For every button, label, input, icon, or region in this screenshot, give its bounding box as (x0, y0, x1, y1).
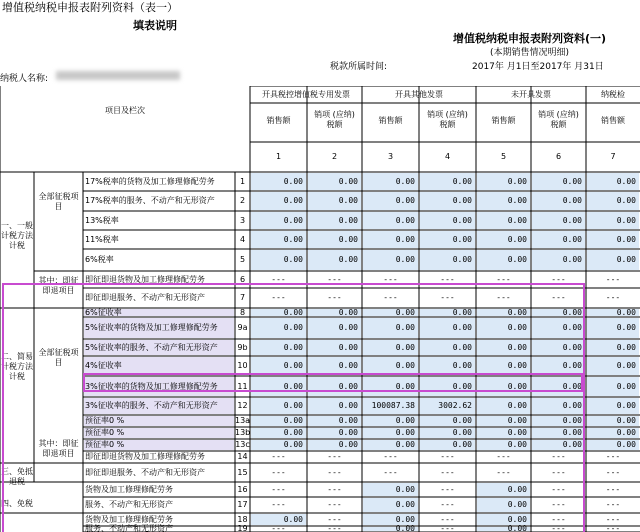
cell-input[interactable]: 0.00 (283, 342, 303, 352)
cell-input[interactable]: 0.00 (507, 361, 527, 370)
cell-input[interactable]: 0.00 (283, 514, 303, 524)
cell-input[interactable]: 0.00 (452, 428, 472, 437)
cell-disabled: --- (440, 484, 455, 494)
row-number: 14 (237, 452, 248, 461)
column-number: 1 (275, 152, 282, 161)
cell-input[interactable]: 0.00 (395, 500, 415, 509)
column-number: 5 (500, 152, 507, 161)
cell-input[interactable]: 0.00 (338, 428, 358, 437)
cell-disabled: --- (271, 467, 286, 477)
cell-disabled: --- (496, 452, 511, 461)
cell-input[interactable]: 0.00 (616, 428, 636, 437)
cell-disabled: --- (327, 524, 342, 532)
cell-input[interactable]: 0.00 (507, 484, 527, 494)
row-label: 服务、不动产和无形资产 (85, 500, 173, 509)
row-label: 3%征收率的货物及加工修理修配劳务 (85, 381, 218, 391)
cell-input[interactable]: 0.00 (452, 381, 472, 391)
row-label: 预征率0 % (85, 428, 125, 437)
sales-column-header: 销售额 (601, 116, 625, 125)
section-simple-tax: 二、简易计税方法计税 (1, 352, 33, 381)
row-label: 11%税率 (85, 234, 119, 244)
cell-input[interactable]: 0.00 (562, 176, 582, 186)
cell-disabled: --- (383, 452, 398, 461)
cell-input[interactable]: 0.00 (562, 428, 582, 437)
sales-column-header: 销售额 (491, 116, 516, 125)
cell-input[interactable]: 0.00 (395, 524, 415, 532)
cell-input[interactable]: 0.00 (507, 342, 527, 352)
cell-disabled: --- (327, 484, 342, 494)
cell-input[interactable]: 0.00 (507, 440, 527, 449)
item-header: 项目及栏次 (105, 106, 145, 115)
cell-input[interactable]: 0.00 (507, 428, 527, 437)
row-number: 4 (239, 234, 246, 244)
cell-input[interactable]: 0.00 (395, 234, 415, 244)
row-number: 19 (237, 524, 248, 532)
cell-disabled: --- (383, 274, 398, 284)
column-number: 6 (555, 152, 562, 161)
column-number: 2 (331, 152, 338, 161)
cell-disabled: --- (440, 500, 455, 509)
column-group-header: 开具税控增值税专用发票 (262, 90, 350, 99)
column-number: 4 (444, 152, 451, 161)
cell-disabled: --- (271, 274, 286, 284)
cell-input[interactable]: 0.00 (507, 196, 527, 205)
cell-input[interactable]: 0.00 (395, 196, 415, 205)
cell-input[interactable]: 0.00 (395, 416, 415, 425)
row-number: 1 (239, 176, 246, 186)
cell-disabled: --- (440, 274, 455, 284)
cell-disabled: --- (271, 500, 286, 509)
cell-input[interactable]: 0.00 (283, 234, 303, 244)
cell-disabled: --- (327, 467, 342, 477)
cell-input[interactable]: 0.00 (283, 255, 303, 264)
cell-disabled: --- (605, 484, 621, 494)
cell-input[interactable]: 0.00 (616, 323, 636, 332)
cell-input[interactable]: 0.00 (507, 234, 527, 244)
cell-input[interactable]: 0.00 (338, 361, 358, 370)
form-title: 增值税纳税申报表附列资料(一) (453, 32, 607, 45)
cell-input[interactable]: 0.00 (507, 416, 527, 425)
cell-input[interactable]: 0.00 (395, 176, 415, 186)
column-group-header: 开具其他发票 (395, 90, 443, 99)
cell-input[interactable]: 0.00 (395, 381, 415, 391)
row-number: 13a (235, 416, 251, 425)
cell-input[interactable]: 0.00 (616, 416, 636, 425)
cell-disabled: --- (605, 514, 621, 524)
cell-input[interactable]: 0.00 (283, 381, 303, 391)
cell-disabled: --- (440, 514, 455, 524)
cell-input[interactable]: 0.00 (395, 361, 415, 370)
row-label: 13%税率 (85, 215, 119, 225)
row-number: 11 (237, 381, 248, 391)
cell-input[interactable]: 0.00 (283, 323, 303, 332)
row-number: 18 (237, 514, 248, 524)
section-exempt-credit-refund: 三、免抵退税 (1, 467, 33, 486)
row-label: 货物及加工修理修配劳务 (85, 484, 173, 494)
cell-input[interactable]: 0.00 (562, 307, 582, 317)
form-subtitle: (本期销售情况明细) (490, 48, 570, 58)
immediate-refund-label-simple: 其中：即征即退项目 (38, 439, 79, 458)
row-number: 16 (237, 484, 248, 494)
cell-input[interactable]: 0.00 (283, 215, 303, 225)
cell-input[interactable]: 0.00 (283, 440, 303, 449)
cell-input[interactable]: 0.00 (395, 428, 415, 437)
fill-instructions-link[interactable]: 填表说明 (133, 19, 177, 32)
cell-input[interactable]: 0.00 (562, 196, 582, 205)
cell-disabled: --- (605, 524, 621, 532)
cell-input[interactable]: 0.00 (616, 342, 636, 352)
taxpayer-label: 纳税人名称: (0, 74, 49, 84)
cell-disabled: --- (271, 452, 286, 461)
cell-disabled: --- (551, 524, 566, 532)
row-label: 4%征收率 (85, 361, 122, 370)
cell-disabled: --- (327, 514, 342, 524)
cell-disabled: --- (440, 524, 455, 532)
column-number: 7 (610, 152, 616, 161)
cell-input[interactable]: 0.00 (338, 416, 358, 425)
row-label: 货物及加工修理修配劳务 (85, 514, 173, 524)
row-number: 17 (237, 500, 248, 509)
simple-tax-section-highlight (2, 283, 585, 532)
cell-input[interactable]: 0.00 (283, 307, 303, 317)
window-title: 增值税纳税申报表附列资料（表一） (2, 1, 178, 14)
cell-input[interactable]: 0.00 (507, 401, 527, 410)
cell-input[interactable]: 0.00 (338, 307, 358, 317)
column-group-header: 纳税检 (601, 90, 625, 99)
cell-disabled: --- (440, 467, 455, 477)
row-label: 服务、不动产和无形资产 (85, 524, 173, 532)
all-taxable-label: 全部征税项目 (38, 192, 79, 211)
cell-disabled: --- (271, 293, 286, 302)
cell-disabled: --- (605, 500, 621, 509)
cell-disabled: --- (271, 524, 286, 532)
cell-input[interactable]: 0.00 (507, 381, 527, 391)
cell-disabled: --- (551, 467, 566, 477)
output-tax-column-header: 销项 (应纳) 税额 (538, 110, 579, 129)
cell-input[interactable]: 0.00 (338, 401, 358, 410)
cell-input[interactable]: 0.00 (283, 176, 303, 186)
sales-column-header: 销售额 (266, 116, 291, 125)
row-label: 预征率0 % (85, 440, 125, 449)
section-tax-exempt: 四、免税 (1, 499, 33, 508)
cell-disabled: --- (327, 293, 342, 302)
row-number: 7 (239, 293, 246, 302)
cell-input[interactable]: 0.00 (452, 176, 472, 186)
section-general-tax: 一、一般计税方法计税 (1, 221, 33, 250)
output-tax-column-header: 销项 (应纳) 税额 (427, 110, 468, 129)
cell-disabled: --- (605, 467, 621, 477)
row-label: 3%征收率的服务、不动产和无形资产 (85, 401, 218, 410)
cell-input[interactable]: 0.00 (283, 196, 303, 205)
cell-input[interactable]: 0.00 (562, 215, 582, 225)
cell-disabled: --- (605, 274, 621, 284)
cell-input[interactable]: 3002.62 (438, 401, 472, 410)
cell-input[interactable]: 0.00 (616, 361, 636, 370)
cell-disabled: --- (605, 293, 621, 302)
row-number: 6 (239, 274, 246, 284)
cell-disabled: --- (496, 274, 511, 284)
cell-input[interactable]: 0.00 (507, 514, 527, 524)
row-number: 9b (237, 342, 248, 352)
cell-input[interactable]: 0.00 (562, 401, 582, 410)
cell-input[interactable]: 0.00 (616, 440, 636, 449)
cell-input[interactable]: 0.00 (452, 342, 472, 352)
cell-disabled: --- (551, 500, 566, 509)
cell-input[interactable]: 0.00 (562, 361, 582, 370)
cell-input[interactable]: 100087.38 (371, 401, 415, 410)
cell-input[interactable]: 0.00 (283, 416, 303, 425)
taxpayer-name-redacted (56, 71, 180, 80)
cell-disabled: --- (551, 514, 566, 524)
cell-input[interactable]: 0.00 (452, 361, 472, 370)
cell-input[interactable]: 0.00 (562, 381, 582, 391)
cell-disabled: --- (327, 452, 342, 461)
column-number: 3 (387, 152, 394, 161)
period-label: 税款所属时间: (330, 62, 388, 72)
cell-input[interactable]: 0.00 (562, 342, 582, 352)
cell-input[interactable]: 0.00 (616, 401, 636, 410)
cell-disabled: --- (383, 467, 398, 477)
row-label: 预征率0 % (85, 416, 125, 425)
cell-input[interactable]: 0.00 (452, 215, 472, 225)
column-group-header: 未开具发票 (511, 90, 551, 99)
row-label: 5%征收率的服务、不动产和无形资产 (85, 342, 218, 352)
cell-input[interactable]: 0.00 (562, 440, 582, 449)
cell-input[interactable]: 0.00 (452, 307, 472, 317)
cell-disabled: --- (440, 293, 455, 302)
row-label: 6%征收率 (85, 307, 122, 317)
cell-input[interactable]: 0.00 (338, 176, 358, 186)
row-number: 13c (235, 440, 250, 449)
cell-input[interactable]: 0.00 (507, 176, 527, 186)
immediate-refund-label: 其中：即征即退项目 (38, 276, 79, 295)
cell-input[interactable]: 0.00 (616, 255, 636, 264)
cell-input[interactable]: 0.00 (616, 381, 636, 391)
cell-input[interactable]: 0.00 (338, 323, 358, 332)
cell-input[interactable]: 0.00 (338, 342, 358, 352)
cell-disabled: --- (440, 452, 455, 461)
row-label: 17%税率的服务、不动产和无形资产 (85, 196, 215, 205)
cell-input[interactable]: 0.00 (338, 196, 358, 205)
row-number: 13b (235, 428, 251, 437)
cell-input[interactable]: 0.00 (338, 215, 358, 225)
cell-disabled: --- (496, 293, 511, 302)
cell-disabled: --- (327, 500, 342, 509)
cell-input[interactable]: 0.00 (452, 196, 472, 205)
cell-input[interactable]: 0.00 (338, 440, 358, 449)
cell-input[interactable]: 0.00 (562, 416, 582, 425)
cell-input[interactable]: 0.00 (395, 440, 415, 449)
cell-disabled: --- (271, 484, 286, 494)
cell-input[interactable]: 0.00 (452, 323, 472, 332)
sales-column-header: 销售额 (378, 116, 403, 125)
row-number: 10 (237, 361, 248, 370)
cell-input[interactable]: 0.00 (507, 524, 527, 532)
output-tax-column-header: 销项 (应纳) 税额 (314, 110, 355, 129)
cell-input[interactable]: 0.00 (283, 428, 303, 437)
row-number: 12 (237, 401, 248, 410)
cell-input[interactable]: 0.00 (338, 255, 358, 264)
row-number: 5 (239, 255, 246, 264)
cell-input[interactable]: 0.00 (395, 342, 415, 352)
cell-input[interactable]: 0.00 (616, 176, 636, 186)
cell-input[interactable]: 0.00 (507, 255, 527, 264)
cell-input[interactable]: 0.00 (395, 307, 415, 317)
row-label: 17%税率的货物及加工修理修配劳务 (85, 176, 215, 186)
period-value: 2017年 月1日至2017年 月31日 (472, 62, 604, 72)
cell-input[interactable]: 0.00 (507, 215, 527, 225)
cell-input[interactable]: 0.00 (507, 323, 527, 332)
sales-detail-table (0, 86, 640, 532)
cell-input[interactable]: 0.00 (283, 361, 303, 370)
cell-input[interactable]: 0.00 (395, 484, 415, 494)
cell-disabled: --- (551, 293, 566, 302)
cell-input[interactable]: 0.00 (616, 196, 636, 205)
row-label: 6%税率 (85, 255, 114, 264)
cell-input[interactable]: 0.00 (562, 323, 582, 332)
row-number: 15 (237, 467, 248, 477)
cell-input[interactable]: 0.00 (452, 440, 472, 449)
cell-input[interactable]: 0.00 (395, 255, 415, 264)
row-label: 即征即退服务、不动产和无形资产 (85, 467, 205, 477)
row-label: 5%征收率的货物及加工修理修配劳务 (85, 323, 218, 332)
cell-input[interactable]: 0.00 (395, 215, 415, 225)
row-12-highlight (83, 373, 583, 392)
cell-input[interactable]: 0.00 (395, 323, 415, 332)
cell-disabled: --- (383, 293, 398, 302)
row-number: 3 (239, 215, 246, 225)
cell-input[interactable]: 0.00 (562, 234, 582, 244)
row-number: 8 (239, 307, 246, 317)
cell-disabled: --- (327, 274, 342, 284)
cell-disabled: --- (551, 484, 566, 494)
cell-input[interactable]: 0.00 (616, 307, 636, 317)
cell-input[interactable]: 0.00 (616, 234, 636, 244)
row-number: 9a (237, 323, 248, 332)
cell-disabled: --- (605, 452, 621, 461)
row-label: 即征即退服务、不动产和无形资产 (85, 293, 205, 302)
cell-disabled: --- (496, 467, 511, 477)
cell-input[interactable]: 0.00 (507, 500, 527, 509)
row-label: 即征即退货物及加工修理修配劳务 (85, 452, 205, 461)
row-label: 即征即退货物及加工修理修配劳务 (85, 274, 205, 284)
cell-input[interactable]: 0.00 (616, 215, 636, 225)
cell-input[interactable]: 0.00 (452, 255, 472, 264)
cell-input[interactable]: 0.00 (338, 381, 358, 391)
cell-input[interactable]: 0.00 (452, 234, 472, 244)
all-taxable-label-simple: 全部征税项目 (38, 348, 79, 367)
cell-input[interactable]: 0.00 (395, 514, 415, 524)
cell-input[interactable]: 0.00 (283, 401, 303, 410)
cell-input[interactable]: 0.00 (452, 416, 472, 425)
cell-disabled: --- (551, 274, 566, 284)
cell-input[interactable]: 0.00 (507, 307, 527, 317)
cell-disabled: --- (551, 452, 566, 461)
cell-input[interactable]: 0.00 (338, 234, 358, 244)
row-number: 2 (239, 196, 246, 205)
cell-input[interactable]: 0.00 (562, 255, 582, 264)
